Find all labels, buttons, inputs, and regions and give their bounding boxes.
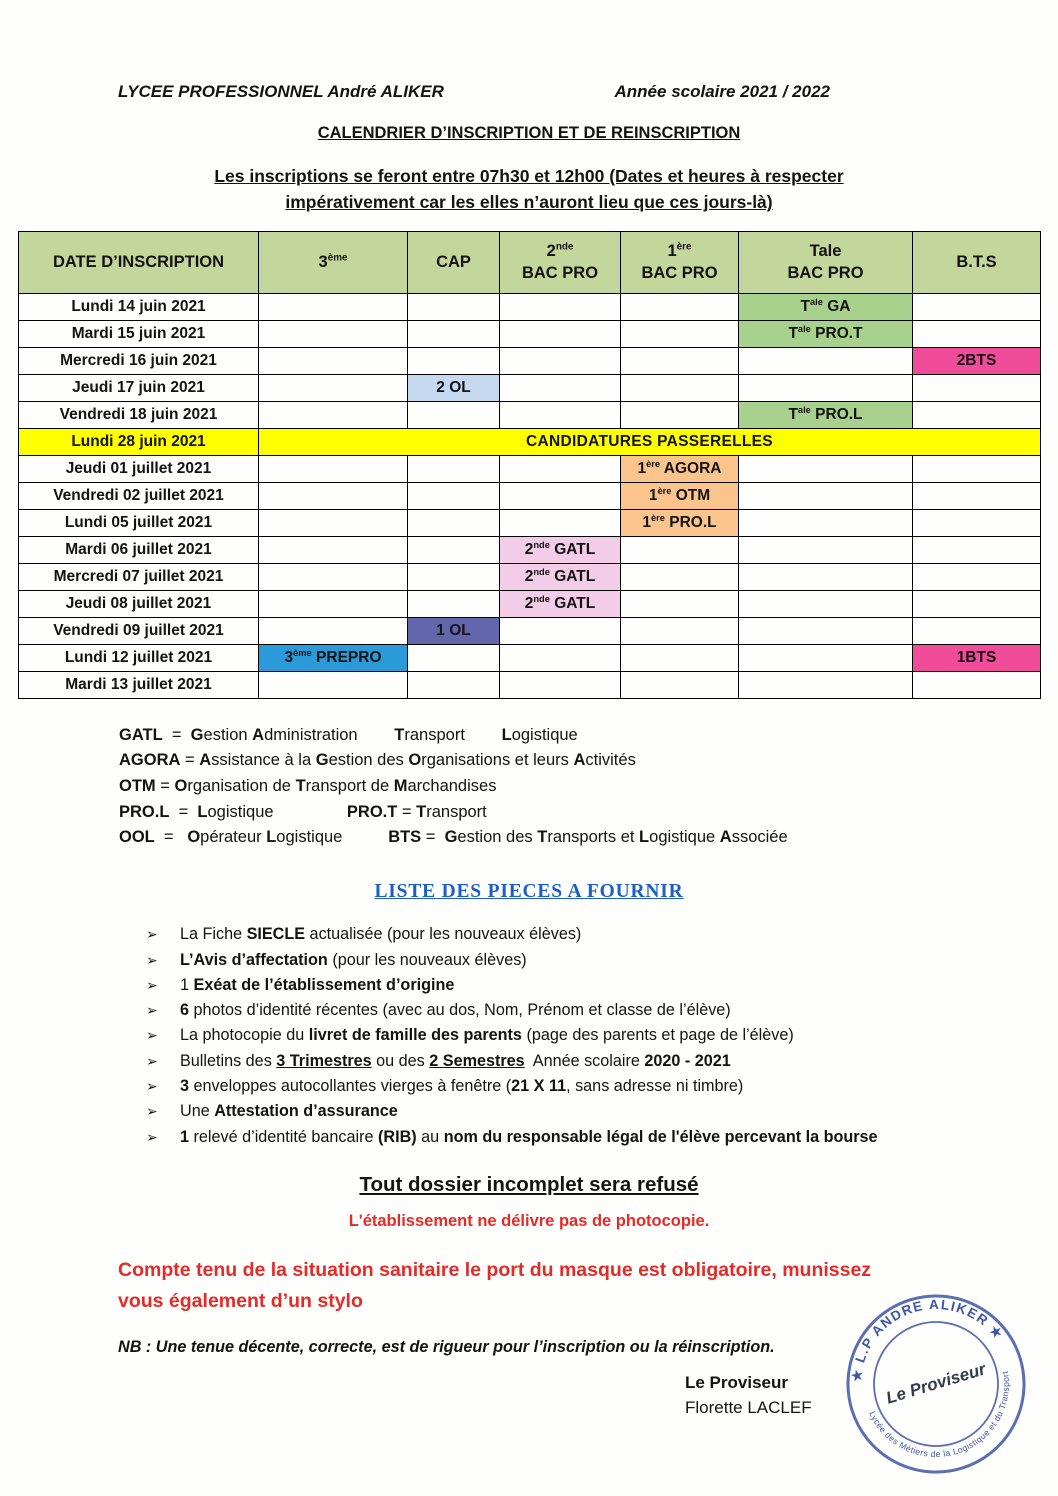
- schedule-cell: 1ère PRO.L: [621, 509, 739, 536]
- table-row: [19, 320, 1041, 347]
- schedule-cell: [408, 536, 500, 563]
- schedule-cell: [913, 563, 1041, 590]
- nb-note: NB : Une tenue décente, correcte, est de rigueur pour l’inscription ou la réinscription.: [118, 1337, 775, 1356]
- date-cell: Vendredi 09 juillet 2021: [19, 617, 259, 644]
- schedule-cell: [739, 536, 913, 563]
- school-year: Année scolaire 2021 / 2022: [614, 82, 830, 101]
- table-row: [19, 671, 1041, 698]
- schedule-cell: [913, 320, 1041, 347]
- column-header: 3ème: [259, 231, 408, 293]
- date-cell: Vendredi 18 juin 2021: [19, 401, 259, 428]
- schedule-cell: [500, 617, 621, 644]
- schedule-cell: [500, 455, 621, 482]
- schedule-cell: [259, 590, 408, 617]
- column-header: 2nde BAC PRO: [500, 231, 621, 293]
- schedule-cell: [408, 644, 500, 671]
- schedule-cell: 1BTS: [913, 644, 1041, 671]
- schedule-cell: [621, 563, 739, 590]
- inscription-hours-line1: Les inscriptions se feront entre 07h30 et 12h00 (Dates et heures à respecter: [214, 166, 844, 186]
- schedule-cell: [621, 374, 739, 401]
- school-name: LYCEE PROFESSIONNEL André ALIKER: [118, 82, 444, 101]
- schedule-cell: [621, 590, 739, 617]
- table-row: [19, 374, 1041, 401]
- piece-item: ➢ Bulletins des 3 Trimestres ou des 2 Semestres Année scolaire 2020 - 2021: [146, 1051, 731, 1070]
- arrow-bullet-icon: ➢: [146, 1002, 158, 1019]
- date-cell: Mardi 13 juillet 2021: [19, 671, 259, 698]
- schedule-cell: [621, 320, 739, 347]
- schedule-cell: [500, 509, 621, 536]
- date-cell: Lundi 28 juin 2021: [19, 428, 259, 455]
- arrow-bullet-icon: ➢: [146, 1078, 158, 1095]
- legend-line: OOL = Opérateur Logistique BTS = Gestion des Transports et Logistique Associée: [119, 828, 788, 847]
- table-row: [19, 590, 1041, 617]
- schedule-cell: [408, 482, 500, 509]
- pieces-title-wrap: [0, 881, 1058, 903]
- schedule-cell: [259, 347, 408, 374]
- schedule-cell: [739, 482, 913, 509]
- schedule-cell: [621, 401, 739, 428]
- inscription-hours-note: [0, 163, 1058, 216]
- stamp-bottom-text: Lycée des Métiers de la Logistique et du Transport: [867, 1370, 1012, 1460]
- schedule-cell: [408, 590, 500, 617]
- table-row: [19, 644, 1041, 671]
- piece-item: ➢ L’Avis d’affectation (pour les nouveaux élèves): [146, 950, 527, 969]
- mask-notice: Compte tenu de la situation sanitaire le port du masque est obligatoire, munissez vous également d’un stylo: [118, 1259, 872, 1312]
- schedule-cell: 2BTS: [913, 347, 1041, 374]
- date-cell: Mercredi 07 juillet 2021: [19, 563, 259, 590]
- document-title: CALENDRIER D’INSCRIPTION ET DE REINSCRIPTION: [317, 124, 741, 142]
- schedule-cell: 1ère AGORA: [621, 455, 739, 482]
- column-header: Tale BAC PRO: [739, 231, 913, 293]
- arrow-bullet-icon: ➢: [146, 1027, 158, 1044]
- passerelles-cell: CANDIDATURES PASSERELLES: [259, 428, 1041, 455]
- legend-line: OTM = Organisation de Transport de Marchandises: [119, 776, 497, 795]
- schedule-cell: [259, 455, 408, 482]
- schedule-cell: [739, 455, 913, 482]
- schedule-cell: [500, 293, 621, 320]
- column-header: 1ère BAC PRO: [621, 231, 739, 293]
- pieces-title: LISTE DES PIECES A FOURNIR: [374, 881, 684, 903]
- schedule-cell: [739, 671, 913, 698]
- schedule-cell: [500, 401, 621, 428]
- schedule-cell: $T^{ale}$ PRO.T: [739, 320, 913, 347]
- no-photocopy-notice: L'établissement ne délivre pas de photocopie.: [348, 1212, 710, 1231]
- inscription-calendar-table: [18, 231, 1041, 699]
- schedule-cell: [259, 617, 408, 644]
- schedule-cell: [408, 401, 500, 428]
- schedule-cell: [621, 536, 739, 563]
- date-cell: Vendredi 02 juillet 2021: [19, 482, 259, 509]
- arrow-bullet-icon: ➢: [146, 976, 158, 993]
- table-row: [19, 347, 1041, 374]
- schedule-cell: [913, 536, 1041, 563]
- table-row: [19, 428, 1041, 455]
- arrow-bullet-icon: ➢: [146, 1103, 158, 1120]
- date-cell: Jeudi 01 juillet 2021: [19, 455, 259, 482]
- arrow-bullet-icon: ➢: [146, 926, 158, 943]
- signature-role: Le Proviseur: [685, 1372, 788, 1392]
- piece-item: ➢ 6 photos d’identité récentes (avec au dos, Nom, Prénom et classe de l’élève): [146, 1001, 731, 1020]
- legend-line: AGORA = Assistance à la Gestion des Organisations et leurs Activités: [119, 751, 636, 770]
- schedule-cell: $T^{ale}$ GA: [739, 293, 913, 320]
- schedule-cell: [739, 509, 913, 536]
- schedule-cell: [408, 293, 500, 320]
- schedule-cell: $T^{ale}$ PRO.L: [739, 401, 913, 428]
- schedule-cell: [500, 644, 621, 671]
- schedule-cell: 2nde GATL: [500, 563, 621, 590]
- schedule-cell: [913, 455, 1041, 482]
- date-cell: Lundi 12 juillet 2021: [19, 644, 259, 671]
- date-cell: Lundi 14 juin 2021: [19, 293, 259, 320]
- schedule-cell: [621, 347, 739, 374]
- schedule-cell: [739, 563, 913, 590]
- schedule-cell: 2 OL: [408, 374, 500, 401]
- schedule-cell: [739, 347, 913, 374]
- date-cell: Lundi 05 juillet 2021: [19, 509, 259, 536]
- piece-item: ➢ 1 Exéat de l’établissement d’origine: [146, 975, 455, 994]
- schedule-cell: 1ère OTM: [621, 482, 739, 509]
- schedule-cell: [739, 590, 913, 617]
- schedule-cell: [408, 320, 500, 347]
- schedule-cell: [913, 509, 1041, 536]
- table-row: [19, 536, 1041, 563]
- legend-line: PRO.L = Logistique PRO.T = Transport: [119, 802, 487, 821]
- acronym-legend: [119, 723, 1058, 852]
- arrow-bullet-icon: ➢: [146, 951, 158, 968]
- legend-line: GATL = Gestion Administration Transport Logistique: [119, 725, 578, 744]
- schedule-cell: [913, 482, 1041, 509]
- table-row: [19, 482, 1041, 509]
- date-cell: Mercredi 16 juin 2021: [19, 347, 259, 374]
- schedule-cell: [739, 374, 913, 401]
- inscription-hours-line2: impérativement car les elles n’auront lieu que ces jours-là): [285, 192, 773, 213]
- schedule-cell: [913, 671, 1041, 698]
- table-row: [19, 509, 1041, 536]
- schedule-cell: [500, 482, 621, 509]
- schedule-cell: [259, 482, 408, 509]
- date-cell: Jeudi 08 juillet 2021: [19, 590, 259, 617]
- schedule-cell: [913, 590, 1041, 617]
- schedule-cell: [500, 374, 621, 401]
- schedule-cell: [259, 293, 408, 320]
- stamp-center-text: Le Proviseur: [883, 1359, 988, 1408]
- schedule-cell: [739, 644, 913, 671]
- piece-item: ➢ La photocopie du livret de famille des parents (page des parents et page de l’élève): [146, 1026, 794, 1045]
- table-row: [19, 563, 1041, 590]
- schedule-cell: 1 OL: [408, 617, 500, 644]
- schedule-cell: [500, 320, 621, 347]
- schedule-cell: [621, 671, 739, 698]
- schedule-cell: [500, 347, 621, 374]
- schedule-cell: [913, 293, 1041, 320]
- piece-item: ➢ 3 enveloppes autocollantes vierges à fenêtre (21 X 11, sans adresse ni timbre): [146, 1077, 744, 1096]
- schedule-cell: 2nde GATL: [500, 590, 621, 617]
- arrow-bullet-icon: ➢: [146, 1052, 158, 1069]
- piece-item: ➢ La Fiche SIECLE actualisée (pour les nouveaux élèves): [146, 925, 582, 944]
- arrow-bullet-icon: ➢: [146, 1128, 158, 1145]
- table-row: [19, 401, 1041, 428]
- schedule-cell: [259, 671, 408, 698]
- schedule-cell: [259, 509, 408, 536]
- signature-name: Florette LACLEF: [685, 1398, 812, 1418]
- table-header-row: [19, 231, 1041, 293]
- schedule-cell: [408, 509, 500, 536]
- schedule-cell: [621, 617, 739, 644]
- schedule-cell: [408, 455, 500, 482]
- school-stamp: [840, 1288, 1032, 1480]
- schedule-cell: [408, 347, 500, 374]
- piece-item: ➢ Une Attestation d’assurance: [146, 1102, 398, 1121]
- table-row: [19, 293, 1041, 320]
- table-row: [19, 455, 1041, 482]
- date-cell: Mardi 15 juin 2021: [19, 320, 259, 347]
- schedule-cell: [621, 293, 739, 320]
- schedule-cell: [259, 374, 408, 401]
- column-header: DATE D’INSCRIPTION: [19, 231, 259, 293]
- schedule-cell: [259, 320, 408, 347]
- column-header: B.T.S: [913, 231, 1041, 293]
- schedule-cell: 2nde GATL: [500, 536, 621, 563]
- schedule-cell: [259, 536, 408, 563]
- schedule-cell: [913, 617, 1041, 644]
- date-cell: Mardi 06 juillet 2021: [19, 536, 259, 563]
- schedule-cell: [913, 401, 1041, 428]
- stamp-top-text: ★ L.P ANDRE ALIKER ★: [848, 1296, 1007, 1383]
- date-cell: Jeudi 17 juin 2021: [19, 374, 259, 401]
- piece-item: ➢ 1 relevé d’identité bancaire (RIB) au nom du responsable légal de l'élève percevant la bourse: [146, 1127, 878, 1146]
- pieces-list: [146, 923, 928, 1149]
- column-header: CAP: [408, 231, 500, 293]
- schedule-cell: [621, 644, 739, 671]
- schedule-cell: [259, 401, 408, 428]
- schedule-cell: [408, 563, 500, 590]
- schedule-cell: 3ème PREPRO: [259, 644, 408, 671]
- schedule-cell: [408, 671, 500, 698]
- schedule-cell: [913, 374, 1041, 401]
- document-header: [0, 0, 1058, 102]
- schedule-cell: [739, 617, 913, 644]
- schedule-cell: [259, 563, 408, 590]
- refuse-notice: Tout dossier incomplet sera refusé: [359, 1173, 699, 1197]
- schedule-cell: [500, 671, 621, 698]
- table-row: [19, 617, 1041, 644]
